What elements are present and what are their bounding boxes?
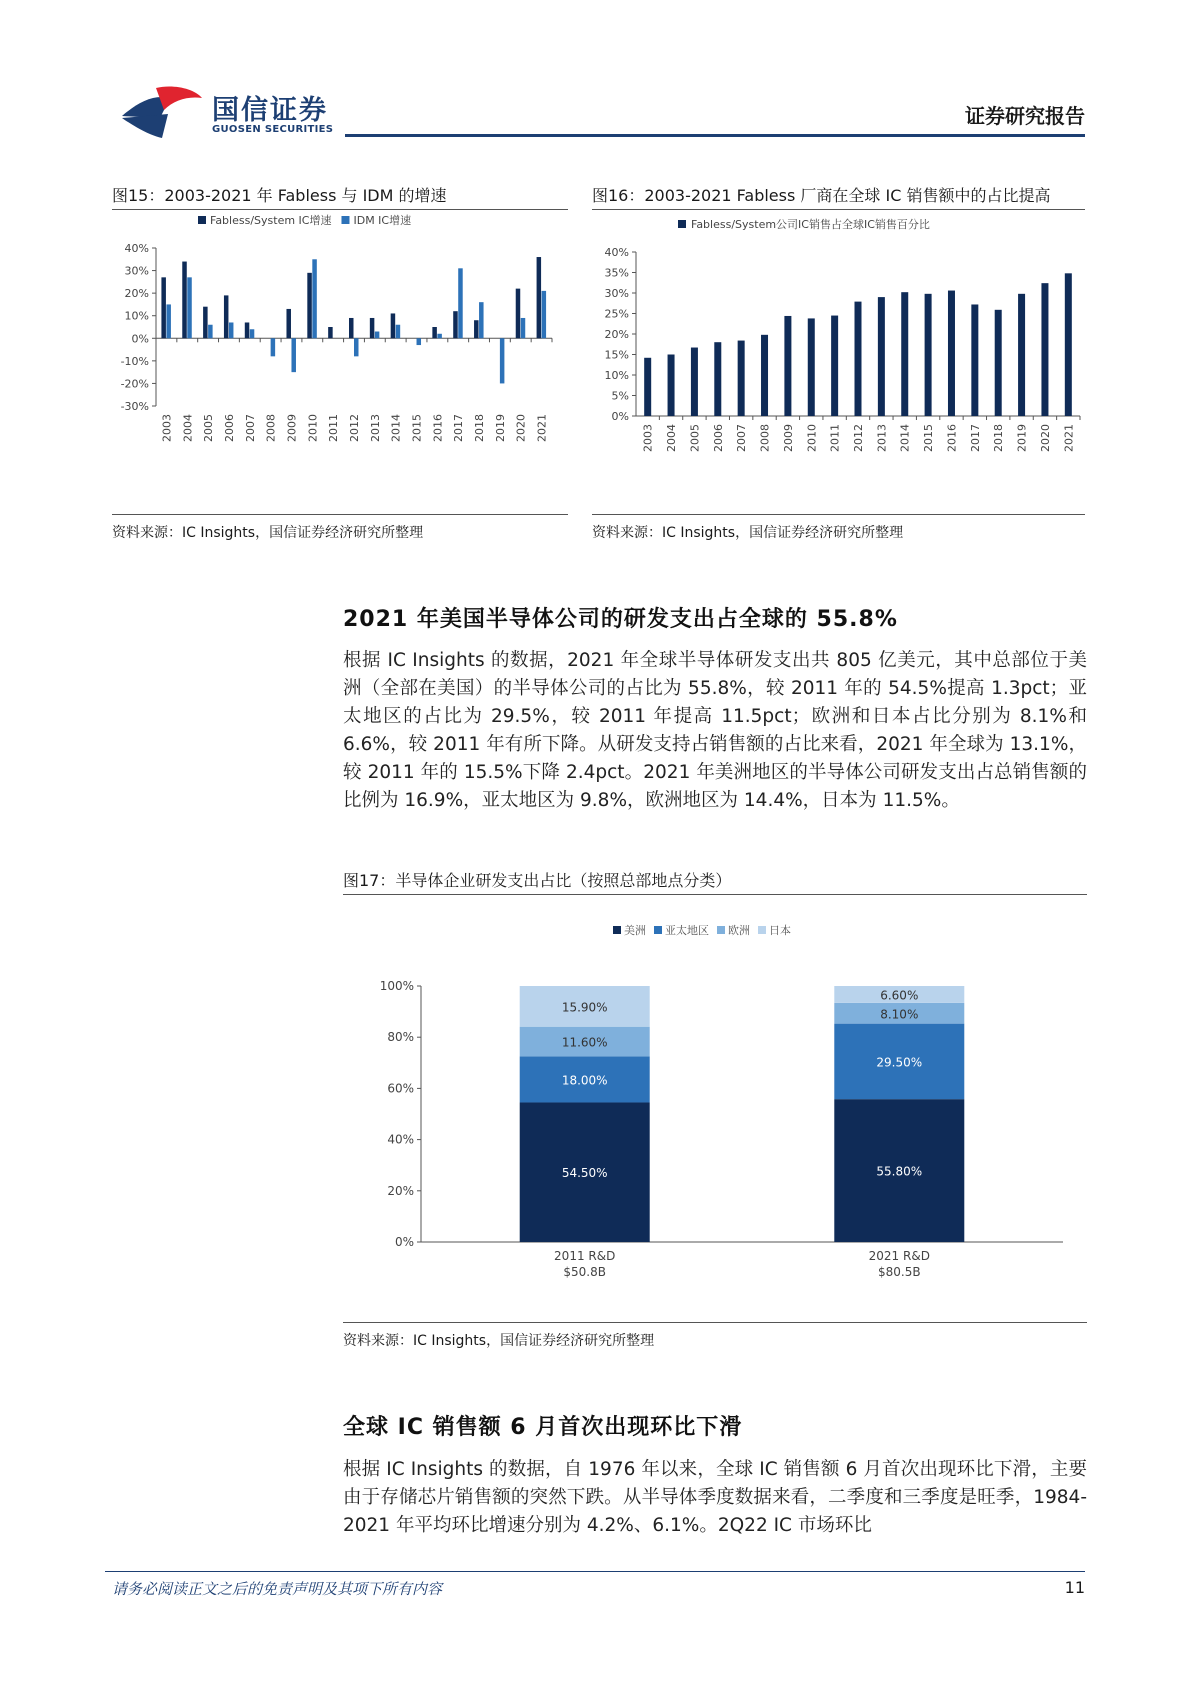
bar-1-2008	[271, 338, 276, 356]
x-tick-label: 2016	[945, 424, 959, 452]
data-label: 18.00%	[561, 1073, 608, 1088]
bar-2014	[901, 292, 908, 416]
disclaimer-note: 请务必阅读正文之后的免责声明及其项下所有内容	[112, 1580, 443, 1598]
data-label: 15.90%	[561, 1000, 608, 1015]
y-tick-label: -10%	[120, 354, 149, 368]
figure-17-title: 图17：半导体企业研发支出占比（按照总部地点分类）	[343, 871, 732, 890]
bar-0-2017	[453, 311, 458, 338]
data-label: 11.60%	[561, 1035, 608, 1050]
legend-label-1: IDM IC增速	[353, 214, 412, 227]
figure-16-chart	[592, 214, 1085, 514]
legend-swatch-1	[341, 216, 349, 224]
bar-0-2010	[307, 273, 312, 338]
bar-2017	[971, 304, 978, 416]
y-tick-label: -20%	[120, 377, 149, 391]
bar-1-2005	[208, 325, 213, 339]
x-tick-label: 2005	[688, 424, 702, 452]
figure-17-source: 资料来源：IC Insights，国信证券经济研究所整理	[343, 1333, 655, 1349]
bar-2011	[831, 316, 838, 416]
x-tick-label: 2010	[306, 414, 320, 442]
y-tick-label: 0%	[131, 332, 149, 346]
bar-2009	[784, 316, 791, 416]
report-type-label: 证券研究报告	[965, 104, 1085, 128]
y-tick-label: 0%	[611, 410, 629, 423]
x-tick-label: 2020	[514, 414, 528, 442]
bar-1-2006	[229, 322, 234, 338]
x-tick-label: 2003	[641, 424, 655, 452]
bar-0-2011	[328, 327, 333, 338]
legend-label-1: 亚太地区	[665, 924, 709, 937]
x-tick-label: 2017	[452, 414, 466, 442]
bar-1-2020	[521, 318, 526, 338]
x-tick-label: 2017	[968, 424, 982, 452]
bar-1-2009	[291, 338, 296, 372]
x-tick-label: 2007	[735, 424, 749, 452]
bar-2020	[1041, 283, 1048, 416]
section-heading-rd-share: 2021 年美国半导体公司的研发支出占全球的 55.8%	[343, 607, 898, 632]
bar-1-2015	[417, 338, 422, 345]
y-tick-label: 20%	[124, 287, 149, 301]
header-divider	[345, 134, 1085, 137]
legend-label: Fabless/System公司IC销售占全球IC销售百分比	[691, 218, 930, 231]
figure-15-top-rule	[112, 209, 568, 210]
x-tick-label: 2013	[875, 424, 889, 452]
x-category-label: 2011 R&D	[554, 1249, 616, 1263]
legend-swatch-1	[654, 926, 662, 934]
legend-swatch-0	[613, 926, 621, 934]
x-tick-label: 2019	[493, 414, 507, 442]
bar-1-2018	[479, 302, 484, 338]
x-tick-label: 2009	[781, 424, 795, 452]
x-tick-label: 2016	[431, 414, 445, 442]
bar-2021	[1065, 273, 1072, 416]
bar-1-2014	[396, 325, 401, 339]
section-heading-ic-sales: 全球 IC 销售额 6 月首次出现环比下滑	[343, 1415, 743, 1440]
x-tick-label: 2012	[852, 424, 865, 452]
figure-17-top-rule	[343, 894, 1087, 895]
page-number: 11	[1064, 1578, 1085, 1597]
bar-1-2007	[250, 329, 255, 338]
x-tick-label: 2020	[1038, 424, 1052, 452]
bar-1-2013	[375, 332, 380, 339]
x-category-label: 2021 R&D	[868, 1249, 930, 1263]
x-category-sublabel: $50.8B	[563, 1265, 607, 1279]
bar-1-2021	[542, 291, 547, 338]
bar-0-2016	[432, 327, 437, 338]
bar-1-2016	[437, 334, 442, 339]
footer-divider	[105, 1571, 1085, 1572]
figure-16-top-rule	[592, 209, 1085, 210]
x-tick-label: 2021	[1062, 424, 1076, 452]
legend-swatch	[678, 220, 686, 228]
bar-1-2004	[187, 277, 192, 338]
x-tick-label: 2007	[243, 414, 257, 442]
bar-2018	[995, 310, 1002, 416]
bar-0-2003	[161, 277, 166, 338]
bar-2010	[808, 318, 815, 416]
x-tick-label: 2006	[222, 414, 236, 442]
y-tick-label: 15%	[604, 348, 629, 362]
bar-0-2005	[203, 307, 208, 339]
figure-16-title: 图16：2003-2021 Fabless 厂商在全球 IC 销售额中的占比提高	[592, 186, 1051, 205]
y-tick-label: 80%	[387, 1030, 414, 1045]
bar-2005	[691, 348, 698, 416]
bar-2016	[948, 291, 955, 416]
x-tick-label: 2014	[898, 424, 912, 452]
x-tick-label: 2012	[348, 414, 361, 442]
bar-0-2007	[245, 322, 250, 338]
legend-label-2: 欧洲	[728, 924, 750, 937]
bar-2006	[714, 342, 721, 416]
bar-0-2018	[474, 320, 479, 338]
bar-2019	[1018, 294, 1025, 416]
y-tick-label: 40%	[604, 246, 629, 259]
x-tick-label: 2015	[410, 414, 424, 442]
figure-15-bottom-rule	[112, 514, 568, 515]
figure-15-title: 图15：2003-2021 年 Fabless 与 IDM 的增速	[112, 186, 447, 205]
bar-2015	[925, 294, 932, 416]
data-label: 54.50%	[561, 1166, 608, 1181]
bar-1-2003	[166, 304, 171, 338]
figure-17-bottom-rule	[343, 1322, 1087, 1323]
bar-2007	[738, 341, 745, 416]
data-label: 8.10%	[880, 1007, 919, 1022]
bar-2004	[668, 355, 675, 417]
x-tick-label: 2004	[665, 424, 679, 452]
figure-15-chart	[112, 214, 568, 514]
x-tick-label: 2018	[473, 414, 487, 442]
y-tick-label: 30%	[604, 287, 629, 300]
figure-16-bottom-rule	[592, 514, 1085, 515]
x-tick-label: 2021	[535, 414, 549, 442]
legend-swatch-3	[758, 926, 766, 934]
y-tick-label: 100%	[379, 979, 414, 993]
y-tick-label: 10%	[604, 369, 629, 382]
data-label: 29.50%	[876, 1055, 923, 1070]
x-tick-label: 2003	[160, 414, 174, 442]
y-tick-label: 60%	[387, 1081, 414, 1096]
logo-chinese-name: 国信证券	[212, 95, 328, 126]
y-tick-label: 10%	[124, 309, 149, 323]
x-tick-label: 2018	[992, 424, 1006, 452]
y-tick-label: 40%	[387, 1132, 414, 1147]
bar-0-2006	[224, 295, 229, 338]
bar-0-2013	[370, 318, 375, 338]
legend-label-3: 日本	[769, 924, 791, 937]
bar-1-2019	[500, 338, 505, 383]
section-paragraph-rd-share: 根据 IC Insights 的数据，2021 年全球半导体研发支出共 805 亿美元，其中总部位于美洲（全部在美国）的半导体公司的占比为 55.8%，较 2011 年的 54.5%提高 1.3pct；亚太地区的占比为 29.5%，较 2011 年提高 11.5pct；欧洲和日本占比分别为 8.1%和 6.6%，较 2011 年有所下降。从研发支持占销售额的占比来看，2021 年全球为 13.1%，较 2011 年的 15.5%下降 2.4pct。2021 年美洲地区的半导体公司研发支出占总销售额的比例为 16.9%，亚太地区为 9.8%，欧洲地区为 14.4%，日本为 11.5%。	[343, 650, 1087, 811]
x-tick-label: 2011	[828, 424, 842, 452]
legend-swatch-2	[717, 926, 725, 934]
x-tick-label: 2009	[285, 414, 299, 442]
x-tick-label: 2010	[805, 424, 819, 452]
guosen-logo-icon	[118, 84, 204, 140]
legend-label-0: Fabless/System IC增速	[210, 214, 332, 227]
figure-15-source: 资料来源：IC Insights，国信证券经济研究所整理	[112, 525, 424, 541]
x-tick-label: 2008	[758, 424, 772, 452]
bar-0-2021	[537, 257, 542, 338]
x-tick-label: 2004	[181, 414, 195, 442]
bar-2012	[855, 302, 862, 416]
x-tick-label: 2005	[202, 414, 216, 442]
y-tick-label: 5%	[611, 389, 629, 403]
bar-0-2020	[516, 289, 521, 339]
figure-17-chart	[343, 900, 1087, 1320]
bar-1-2010	[312, 259, 317, 338]
figure-16-source: 资料来源：IC Insights，国信证券经济研究所整理	[592, 525, 904, 541]
x-tick-label: 2014	[389, 414, 403, 442]
bar-2003	[644, 358, 651, 416]
bar-0-2004	[182, 262, 187, 339]
x-category-sublabel: $80.5B	[877, 1265, 921, 1279]
x-tick-label: 2015	[922, 424, 936, 452]
legend-label-0: 美洲	[624, 924, 646, 937]
x-tick-label: 2006	[711, 424, 725, 452]
y-tick-label: -30%	[120, 400, 149, 413]
x-tick-label: 2011	[327, 414, 341, 442]
y-tick-label: 35%	[604, 266, 629, 280]
x-tick-label: 2013	[368, 414, 382, 442]
bar-1-2012	[354, 338, 359, 356]
x-tick-label: 2008	[264, 414, 278, 442]
y-tick-label: 20%	[604, 328, 629, 341]
y-tick-label: 25%	[604, 307, 629, 321]
y-tick-label: 30%	[124, 264, 149, 278]
bar-1-2017	[458, 268, 463, 338]
data-label: 6.60%	[880, 988, 919, 1003]
bar-0-2012	[349, 318, 354, 338]
bar-2013	[878, 297, 885, 416]
section-paragraph-ic-sales: 根据 IC Insights 的数据，自 1976 年以来，全球 IC 销售额 6 月首次出现环比下滑，主要由于存储芯片销售额的突然下跌。从半导体季度数据来看，二季度和三季度是旺季，1984-2021 年平均环比增速分别为 4.2%、6.1%。2Q22 IC 市场环比	[343, 1459, 1087, 1536]
logo-english-name: GUOSEN SECURITIES	[212, 124, 334, 135]
data-label: 55.80%	[876, 1164, 923, 1179]
y-tick-label: 40%	[124, 242, 149, 255]
bar-2008	[761, 335, 768, 416]
y-tick-label: 20%	[387, 1183, 414, 1198]
x-tick-label: 2019	[1015, 424, 1029, 452]
y-tick-label: 0%	[394, 1235, 414, 1249]
bar-0-2014	[391, 313, 396, 338]
bar-0-2009	[286, 309, 291, 338]
legend-swatch-0	[198, 216, 206, 224]
